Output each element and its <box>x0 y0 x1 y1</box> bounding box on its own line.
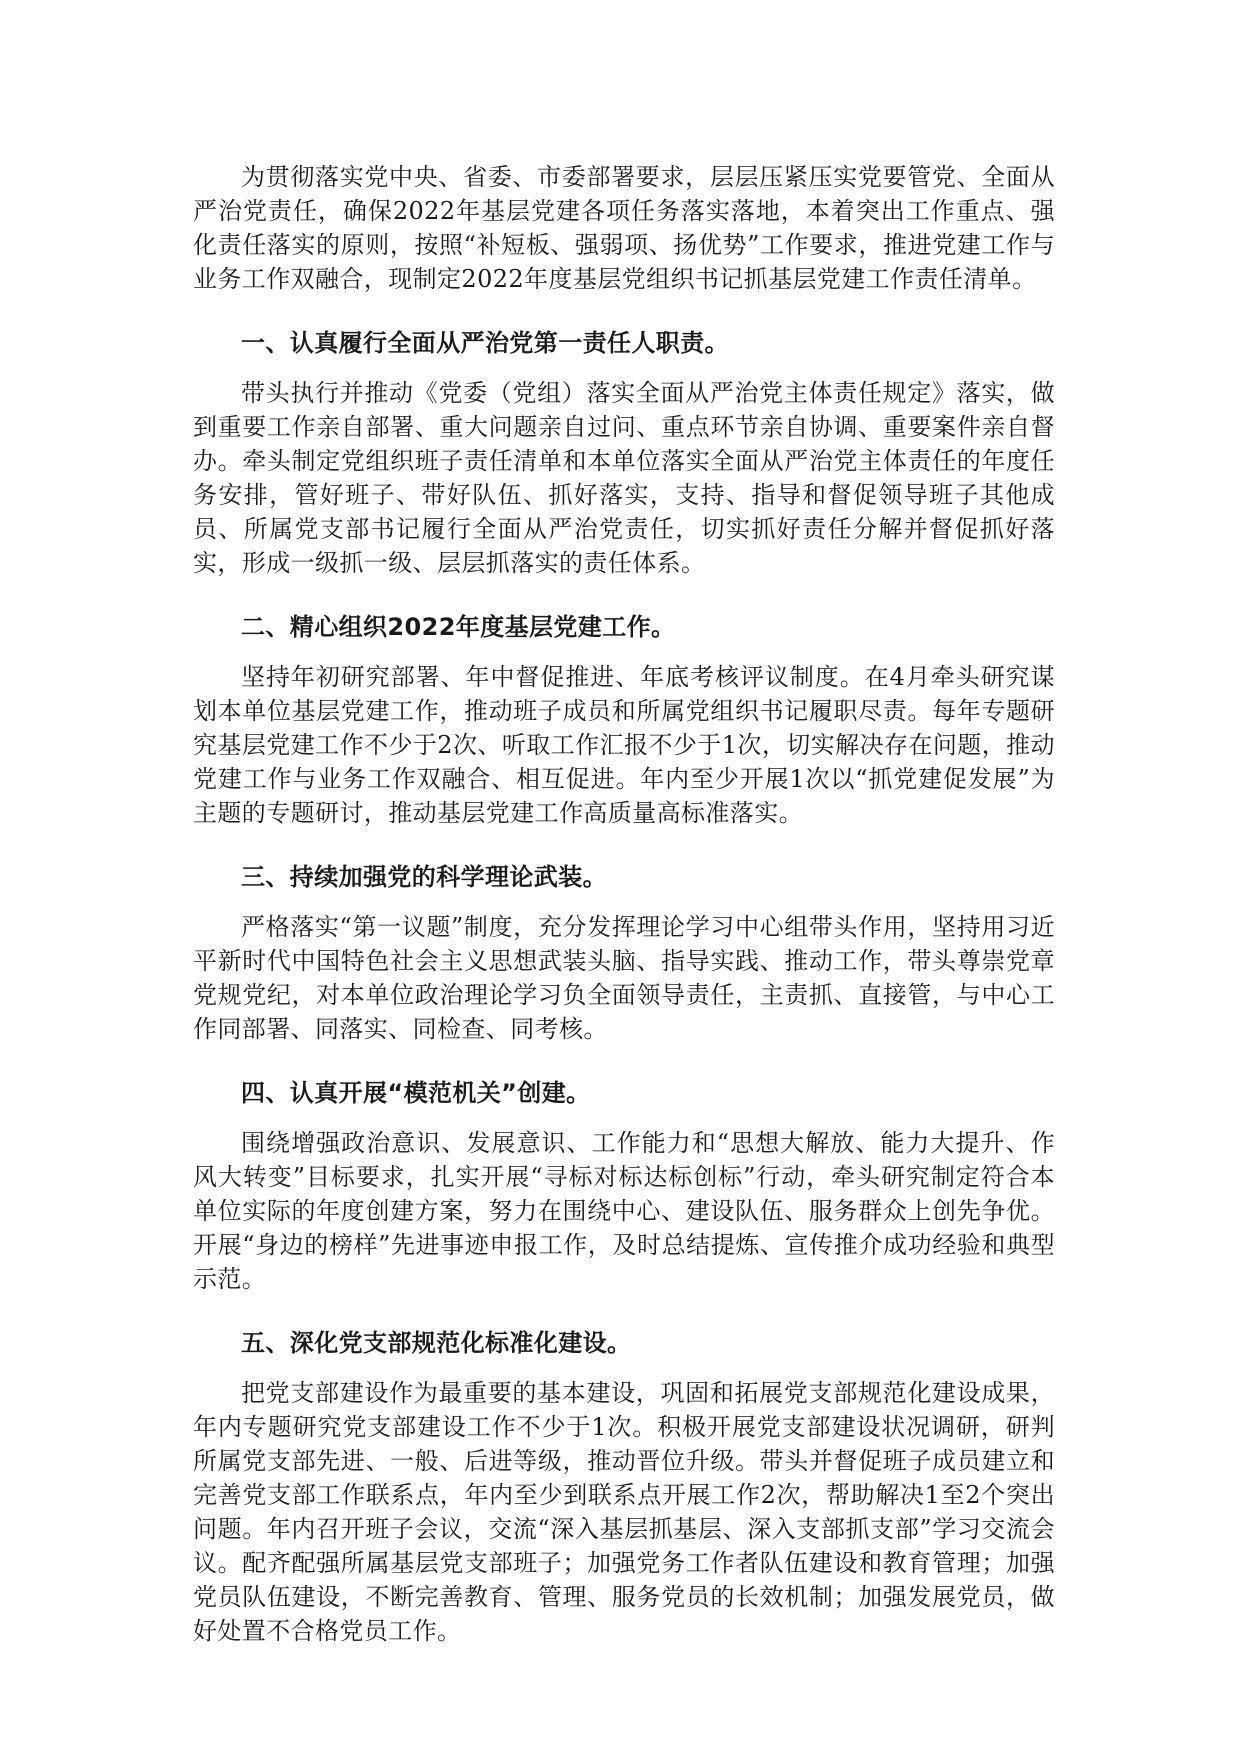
document-page <box>193 160 1055 1648</box>
section-4-heading: 四、认真开展“模范机关”创建。 <box>241 1079 591 1107</box>
section-4-body: 围绕增强政治意识、发展意识、工作能力和“思想大解放、能力大提升、作风大转变”目标要求，扎实开展“寻标对标达标创标”行动，牵头研究制定符合本单位实际的年度创建方案，努力在围绕中心、建设队伍、服务群众上创先争优。开展“身边的榜样”先进事迹申报工作，及时总结提炼、宣传推介成功经验和典型示范。 <box>193 1129 1055 1293</box>
section-1-body: 带头执行并推动《党委（党组）落实全面从严治党主体责任规定》落实，做到重要工作亲自部署、重大问题亲自过问、重点环节亲自协调、重要案件亲自督办。牵头制定党组织班子责任清单和本单位落实全面从严治党主体责任的年度任务安排，管好班子、带好队伍、抓好落实，支持、指导和督促领导班子其他成员、所属党支部书记履行全面从严治党责任，切实抓好责任分解并督促抓好落实，形成一级抓一级、层层抓落实的责任体系。 <box>193 379 1055 577</box>
section-5-body: 把党支部建设作为最重要的基本建设，巩固和拓展党支部规范化建设成果，年内专题研究党支部建设工作不少于1次。积极开展党支部建设状况调研，研判所属党支部先进、一般、后进等级，推动晋位升级。带头并督促班子成员建立和完善党支部工作联系点，年内至少到联系点开展工作2次，帮助解决1至2个突出问题。年内召开班子会议，交流“深入基层抓基层、深入支部抓支部”学习交流会议。配齐配强所属基层党支部班子；加强党务工作者队伍建设和教育管理；加强党员队伍建设，不断完善教育、管理、服务党员的长效机制；加强发展党员，做好处置不合格党员工作。 <box>193 1379 1055 1645</box>
section-3-heading: 三、持续加强党的科学理论武装。 <box>241 863 607 891</box>
section-1-heading: 一、认真履行全面从严治党第一责任人职责。 <box>241 329 729 357</box>
section-2-body: 坚持年初研究部署、年中督促推进、年底考核评议制度。在4月牵头研究谋划本单位基层党建工作，推动班子成员和所属党组织书记履职尽责。每年专题研究基层党建工作不少于2次、听取工作汇报不少于1次，切实解决存在问题，推动党建工作与业务工作双融合、相互促进。年内至少开展1次以“抓党建促发展”为主题的专题研讨，推动基层党建工作高质量高标准落实。 <box>193 663 1055 827</box>
section-5-heading: 五、深化党支部规范化标准化建设。 <box>241 1329 632 1357</box>
section-3-body: 严格落实“第一议题”制度，充分发挥理论学习中心组带头作用，坚持用习近平新时代中国特色社会主义思想武装头脑、指导实践、推动工作，带头尊崇党章党规党纪，对本单位政治理论学习负全面领导责任，主责抓、直接管，与中心工作同部署、同落实、同检查、同考核。 <box>193 913 1055 1043</box>
intro-paragraph: 为贯彻落实党中央、省委、市委部署要求，层层压紧压实党要管党、全面从严治党责任，确保2022年基层党建各项任务落实落地，本着突出工作重点、强化责任落实的原则，按照“补短板、强弱项、扬优势”工作要求，推进党建工作与业务工作双融合，现制定2022年度基层党组织书记抓基层党建工作责任清单。 <box>193 163 1055 293</box>
section-2-heading: 二、精心组织2022年度基层党建工作。 <box>241 613 676 641</box>
